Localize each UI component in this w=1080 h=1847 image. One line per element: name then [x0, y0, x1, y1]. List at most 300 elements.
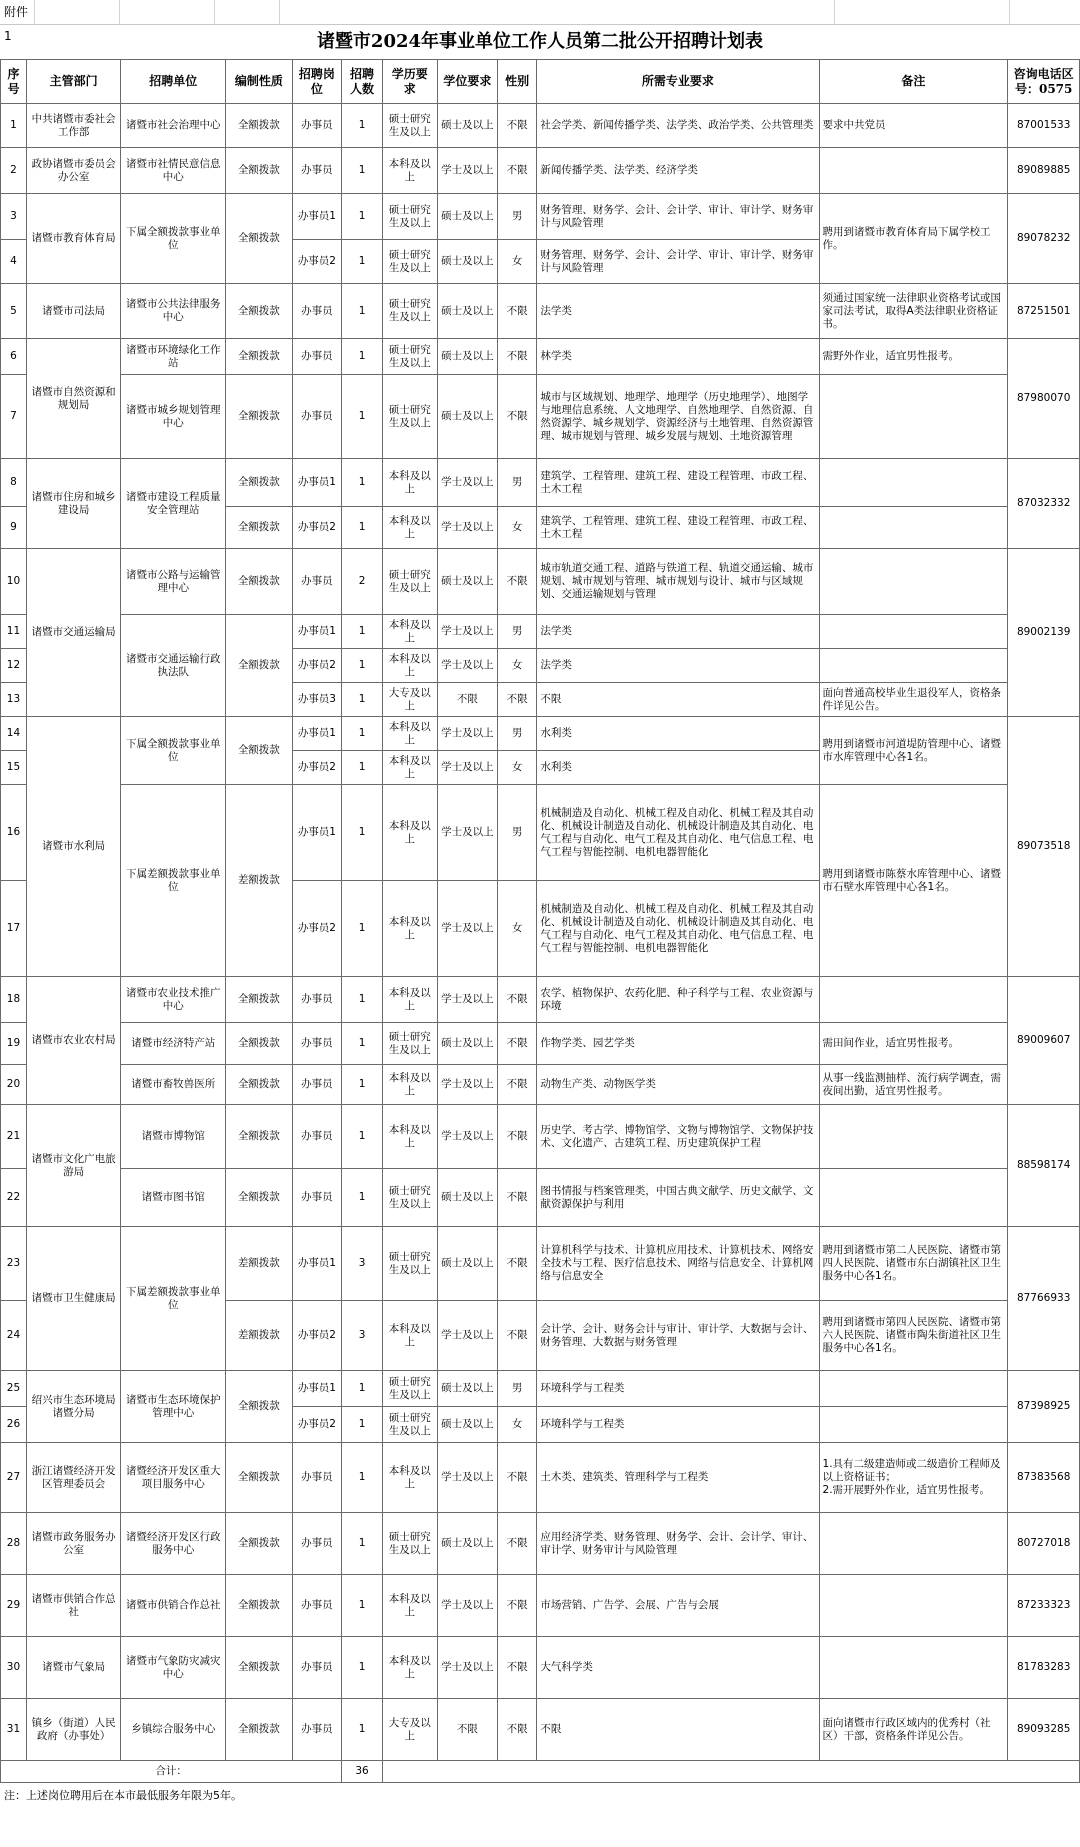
cell-phone: 89089885	[1008, 148, 1080, 194]
empty-cell	[215, 0, 280, 24]
cell-num: 1	[342, 1575, 382, 1637]
cell-no: 8	[1, 459, 27, 507]
cell-degree: 学士及以上	[437, 615, 497, 649]
cell-nature: 差额拨款	[226, 1301, 292, 1371]
cell-gender: 不限	[497, 148, 536, 194]
cell-nature: 全额拨款	[226, 1699, 292, 1761]
cell-post: 办事员	[292, 284, 342, 339]
cell-gender: 不限	[497, 1513, 536, 1575]
cell-num: 1	[342, 104, 382, 148]
cell-edu: 本科及以上	[382, 1105, 437, 1169]
cell-nature: 全额拨款	[226, 104, 292, 148]
cell-unit: 下属全额拨款事业单位	[121, 194, 226, 284]
cell-post: 办事员2	[292, 507, 342, 549]
cell-post: 办事员	[292, 1169, 342, 1227]
cell-gender: 不限	[497, 1699, 536, 1761]
cell-edu: 硕士研究生及以上	[382, 1513, 437, 1575]
cell-num: 1	[342, 194, 382, 240]
cell-no: 2	[1, 148, 27, 194]
cell-nature: 全额拨款	[226, 375, 292, 459]
cell-degree: 学士及以上	[437, 507, 497, 549]
cell-post: 办事员3	[292, 683, 342, 717]
cell-degree: 硕士及以上	[437, 1371, 497, 1407]
cell-unit: 诸暨市公共法律服务中心	[121, 284, 226, 339]
cell-no: 30	[1, 1637, 27, 1699]
cell-unit: 诸暨市交通运输行政执法队	[121, 615, 226, 717]
cell-edu: 大专及以上	[382, 1699, 437, 1761]
cell-nature: 全额拨款	[226, 1443, 292, 1513]
cell-post: 办事员2	[292, 649, 342, 683]
cell-phone: 87766933	[1008, 1227, 1080, 1371]
cell-gender: 不限	[497, 375, 536, 459]
cell-edu: 本科及以上	[382, 1637, 437, 1699]
cell-gender: 不限	[497, 1301, 536, 1371]
cell-edu: 本科及以上	[382, 507, 437, 549]
cell-unit: 诸暨市气象防灾减灾中心	[121, 1637, 226, 1699]
cell-nature: 全额拨款	[226, 459, 292, 507]
cell-gender: 不限	[497, 1169, 536, 1227]
cell-num: 1	[342, 785, 382, 881]
col-header-remark: 备注	[819, 60, 1008, 104]
cell-unit: 诸暨市社情民意信息中心	[121, 148, 226, 194]
annex-label: 附件1	[0, 0, 35, 24]
cell-remark	[819, 1575, 1008, 1637]
cell-major: 环境科学与工程类	[537, 1371, 819, 1407]
cell-no: 14	[1, 717, 27, 751]
cell-post: 办事员1	[292, 1227, 342, 1301]
cell-edu: 本科及以上	[382, 751, 437, 785]
cell-dept: 诸暨市教育体育局	[26, 194, 120, 284]
cell-post: 办事员	[292, 549, 342, 615]
cell-major: 机械制造及自动化、机械工程及自动化、机械工程及其自动化、机械设计制造及自动化、机械设计制造及其自动化、电气工程与自动化、电气工程及其自动化、电气信息工程、电气工程与智能控制、电机电器智能化	[537, 785, 819, 881]
cell-degree: 学士及以上	[437, 977, 497, 1023]
total-value: 36	[342, 1761, 382, 1783]
cell-unit: 诸暨市供销合作总社	[121, 1575, 226, 1637]
cell-remark	[819, 1637, 1008, 1699]
cell-unit: 下属差额拨款事业单位	[121, 1227, 226, 1371]
cell-gender: 不限	[497, 1575, 536, 1637]
cell-post: 办事员2	[292, 1301, 342, 1371]
cell-no: 20	[1, 1065, 27, 1105]
cell-post: 办事员2	[292, 751, 342, 785]
cell-num: 1	[342, 1699, 382, 1761]
cell-edu: 本科及以上	[382, 148, 437, 194]
cell-gender: 男	[497, 717, 536, 751]
table-row	[1, 1513, 1080, 1575]
cell-gender: 不限	[497, 1065, 536, 1105]
col-header-edu: 学历要求	[382, 60, 437, 104]
cell-no: 22	[1, 1169, 27, 1227]
cell-degree: 硕士及以上	[437, 194, 497, 240]
cell-unit: 诸暨市经济特产站	[121, 1023, 226, 1065]
cell-degree: 学士及以上	[437, 148, 497, 194]
cell-gender: 不限	[497, 1023, 536, 1065]
cell-degree: 学士及以上	[437, 1637, 497, 1699]
cell-degree: 学士及以上	[437, 751, 497, 785]
cell-post: 办事员1	[292, 194, 342, 240]
cell-num: 3	[342, 1301, 382, 1371]
col-header-gender: 性别	[497, 60, 536, 104]
cell-nature: 全额拨款	[226, 977, 292, 1023]
cell-num: 1	[342, 339, 382, 375]
cell-nature: 全额拨款	[226, 284, 292, 339]
total-label: 合计：	[1, 1761, 342, 1783]
cell-unit: 诸暨市农业技术推广中心	[121, 977, 226, 1023]
cell-no: 10	[1, 549, 27, 615]
cell-edu: 硕士研究生及以上	[382, 1227, 437, 1301]
cell-degree: 硕士及以上	[437, 339, 497, 375]
cell-num: 2	[342, 549, 382, 615]
cell-edu: 本科及以上	[382, 1575, 437, 1637]
cell-edu: 硕士研究生及以上	[382, 1023, 437, 1065]
table-row	[1, 717, 1080, 751]
cell-remark: 须通过国家统一法律职业资格考试或国家司法考试，取得A类法律职业资格证书。	[819, 284, 1008, 339]
cell-gender: 女	[497, 1407, 536, 1443]
cell-no: 13	[1, 683, 27, 717]
cell-post: 办事员	[292, 1575, 342, 1637]
cell-phone: 87251501	[1008, 284, 1080, 339]
cell-num: 1	[342, 1371, 382, 1407]
cell-major: 历史学、考古学、博物馆学、文物与博物馆学、文物保护技术、文化遗产、古建筑工程、历史建筑保护工程	[537, 1105, 819, 1169]
cell-major: 法学类	[537, 615, 819, 649]
cell-major: 不限	[537, 1699, 819, 1761]
cell-gender: 女	[497, 240, 536, 284]
cell-dept: 诸暨市政务服务办公室	[26, 1513, 120, 1575]
cell-nature: 全额拨款	[226, 1023, 292, 1065]
table-row	[1, 1065, 1080, 1105]
cell-dept: 诸暨市住房和城乡建设局	[26, 459, 120, 549]
table-row	[1, 1023, 1080, 1065]
cell-gender: 不限	[497, 1227, 536, 1301]
table-row	[1, 104, 1080, 148]
cell-gender: 男	[497, 194, 536, 240]
table-row	[1, 148, 1080, 194]
cell-edu: 硕士研究生及以上	[382, 194, 437, 240]
cell-major: 不限	[537, 683, 819, 717]
cell-post: 办事员1	[292, 785, 342, 881]
table-row	[1, 1699, 1080, 1761]
cell-remark: 聘用到诸暨市教育体育局下属学校工作。	[819, 194, 1008, 284]
cell-gender: 不限	[497, 683, 536, 717]
cell-major: 会计学、会计、财务会计与审计、审计学、大数据与会计、财务管理、大数据与财务管理	[537, 1301, 819, 1371]
cell-dept: 诸暨市交通运输局	[26, 549, 120, 717]
cell-remark	[819, 977, 1008, 1023]
table-row	[1, 375, 1080, 459]
cell-phone: 89073518	[1008, 717, 1080, 977]
cell-gender: 不限	[497, 284, 536, 339]
col-header-dept: 主管部门	[26, 60, 120, 104]
recruitment-plan-table	[0, 59, 1080, 1783]
table-row	[1, 1637, 1080, 1699]
cell-post: 办事员1	[292, 615, 342, 649]
cell-no: 19	[1, 1023, 27, 1065]
cell-dept: 诸暨市卫生健康局	[26, 1227, 120, 1371]
cell-remark: 面向普通高校毕业生退役军人，资格条件详见公告。	[819, 683, 1008, 717]
cell-no: 3	[1, 194, 27, 240]
cell-dept: 浙江诸暨经济开发区管理委员会	[26, 1443, 120, 1513]
col-header-num: 招聘人数	[342, 60, 382, 104]
col-header-post: 招聘岗位	[292, 60, 342, 104]
cell-num: 1	[342, 1443, 382, 1513]
cell-gender: 女	[497, 881, 536, 977]
cell-unit: 诸暨市生态环境保护管理中心	[121, 1371, 226, 1443]
cell-edu: 本科及以上	[382, 615, 437, 649]
cell-remark: 聘用到诸暨市河道堤防管理中心、诸暨市水库管理中心各1名。	[819, 717, 1008, 785]
cell-remark: 需田间作业，适宜男性报考。	[819, 1023, 1008, 1065]
cell-no: 21	[1, 1105, 27, 1169]
cell-edu: 本科及以上	[382, 1065, 437, 1105]
cell-degree: 硕士及以上	[437, 1169, 497, 1227]
cell-remark	[819, 1407, 1008, 1443]
cell-post: 办事员	[292, 1637, 342, 1699]
table-row	[1, 1575, 1080, 1637]
cell-edu: 硕士研究生及以上	[382, 1169, 437, 1227]
cell-degree: 硕士及以上	[437, 375, 497, 459]
cell-remark	[819, 1169, 1008, 1227]
table-row	[1, 977, 1080, 1023]
cell-major: 财务管理、财务学、会计、会计学、审计、审计学、财务审计与风险管理	[537, 240, 819, 284]
table-row	[1, 339, 1080, 375]
cell-edu: 本科及以上	[382, 785, 437, 881]
cell-num: 1	[342, 751, 382, 785]
cell-num: 1	[342, 1169, 382, 1227]
cell-no: 26	[1, 1407, 27, 1443]
cell-phone: 89009607	[1008, 977, 1080, 1105]
cell-unit: 诸暨经济开发区行政服务中心	[121, 1513, 226, 1575]
cell-nature: 全额拨款	[226, 1513, 292, 1575]
cell-major: 法学类	[537, 649, 819, 683]
cell-gender: 不限	[497, 1637, 536, 1699]
cell-major: 应用经济学类、财务管理、财务学、会计、会计学、审计、审计学、财务审计与风险管理	[537, 1513, 819, 1575]
cell-nature: 全额拨款	[226, 1065, 292, 1105]
cell-num: 1	[342, 1407, 382, 1443]
cell-dept: 诸暨市自然资源和规划局	[26, 339, 120, 459]
cell-degree: 硕士及以上	[437, 1513, 497, 1575]
cell-gender: 不限	[497, 549, 536, 615]
cell-post: 办事员	[292, 339, 342, 375]
cell-num: 3	[342, 1227, 382, 1301]
cell-nature: 全额拨款	[226, 339, 292, 375]
cell-nature: 全额拨款	[226, 615, 292, 717]
cell-dept: 诸暨市文化广电旅游局	[26, 1105, 120, 1227]
cell-major: 作物学类、园艺学类	[537, 1023, 819, 1065]
cell-major: 机械制造及自动化、机械工程及自动化、机械工程及其自动化、机械设计制造及自动化、机械设计制造及其自动化、电气工程与自动化、电气工程及其自动化、电气信息工程、电气工程与智能控制、电机电器智能化	[537, 881, 819, 977]
cell-major: 农学、植物保护、农药化肥、种子科学与工程、农业资源与环境	[537, 977, 819, 1023]
cell-remark: 面向诸暨市行政区域内的优秀村（社区）干部，资格条件详见公告。	[819, 1699, 1008, 1761]
cell-remark	[819, 1371, 1008, 1407]
cell-no: 24	[1, 1301, 27, 1371]
empty-cell	[835, 0, 1010, 24]
cell-no: 29	[1, 1575, 27, 1637]
cell-remark: 聘用到诸暨市陈蔡水库管理中心、诸暨市石壁水库管理中心各1名。	[819, 785, 1008, 977]
cell-phone: 81783283	[1008, 1637, 1080, 1699]
cell-degree: 硕士及以上	[437, 1023, 497, 1065]
cell-remark	[819, 375, 1008, 459]
cell-num: 1	[342, 284, 382, 339]
cell-nature: 全额拨款	[226, 1371, 292, 1443]
cell-unit: 诸暨市环境绿化工作站	[121, 339, 226, 375]
cell-remark: 从事一线监测抽样、流行病学调查，需夜间出勤，适宜男性报考。	[819, 1065, 1008, 1105]
cell-nature: 全额拨款	[226, 1575, 292, 1637]
table-row	[1, 1443, 1080, 1513]
cell-post: 办事员	[292, 375, 342, 459]
cell-gender: 女	[497, 507, 536, 549]
cell-post: 办事员	[292, 148, 342, 194]
table-row	[1, 194, 1080, 240]
footnote: 注：上述岗位聘用后在本市最低服务年限为5年。	[4, 1789, 242, 1802]
cell-no: 6	[1, 339, 27, 375]
cell-remark	[819, 615, 1008, 649]
cell-gender: 不限	[497, 339, 536, 375]
cell-major: 社会学类、新闻传播学类、法学类、政治学类、公共管理类	[537, 104, 819, 148]
cell-dept: 政协诸暨市委员会办公室	[26, 148, 120, 194]
cell-nature: 全额拨款	[226, 194, 292, 284]
empty-cell	[35, 0, 120, 24]
empty-cell	[560, 0, 835, 24]
cell-unit: 诸暨市公路与运输管理中心	[121, 549, 226, 615]
cell-gender: 不限	[497, 1105, 536, 1169]
cell-edu: 硕士研究生及以上	[382, 240, 437, 284]
cell-major: 建筑学、工程管理、建筑工程、建设工程管理、市政工程、土木工程	[537, 459, 819, 507]
cell-degree: 硕士及以上	[437, 1407, 497, 1443]
cell-dept: 诸暨市气象局	[26, 1637, 120, 1699]
cell-post: 办事员	[292, 104, 342, 148]
cell-no: 12	[1, 649, 27, 683]
cell-edu: 本科及以上	[382, 717, 437, 751]
table-row	[1, 284, 1080, 339]
cell-num: 1	[342, 1637, 382, 1699]
cell-edu: 硕士研究生及以上	[382, 284, 437, 339]
cell-gender: 女	[497, 649, 536, 683]
cell-no: 15	[1, 751, 27, 785]
cell-degree: 学士及以上	[437, 785, 497, 881]
cell-no: 18	[1, 977, 27, 1023]
cell-major: 计算机科学与技术、计算机应用技术、计算机技术、网络安全技术与工程、医疗信息技术、网络与信息安全、计算机网络与信息安全	[537, 1227, 819, 1301]
cell-remark	[819, 1513, 1008, 1575]
table-row	[1, 1169, 1080, 1227]
cell-num: 1	[342, 881, 382, 977]
col-header-no: 序号	[1, 60, 27, 104]
header-row	[1, 60, 1080, 104]
cell-edu: 本科及以上	[382, 977, 437, 1023]
cell-no: 11	[1, 615, 27, 649]
cell-post: 办事员1	[292, 459, 342, 507]
cell-no: 5	[1, 284, 27, 339]
cell-dept: 诸暨市供销合作总社	[26, 1575, 120, 1637]
cell-num: 1	[342, 1023, 382, 1065]
cell-remark: 聘用到诸暨市第四人民医院、诸暨市第六人民医院、诸暨市陶朱街道社区卫生服务中心各1名。	[819, 1301, 1008, 1371]
cell-degree: 学士及以上	[437, 649, 497, 683]
cell-unit: 下属全额拨款事业单位	[121, 717, 226, 785]
cell-phone: 88598174	[1008, 1105, 1080, 1227]
cell-unit: 下属差额拨款事业单位	[121, 785, 226, 977]
table-row	[1, 615, 1080, 649]
cell-nature: 全额拨款	[226, 1105, 292, 1169]
cell-num: 1	[342, 1513, 382, 1575]
cell-major: 图书情报与档案管理类，中国古典文献学、历史文献学、文献资源保护与利用	[537, 1169, 819, 1227]
cell-dept: 诸暨市水利局	[26, 717, 120, 977]
cell-degree: 硕士及以上	[437, 240, 497, 284]
cell-degree: 学士及以上	[437, 1301, 497, 1371]
cell-post: 办事员	[292, 1443, 342, 1513]
cell-nature: 全额拨款	[226, 549, 292, 615]
col-header-phone: 咨询电话区号：0575	[1008, 60, 1080, 104]
cell-degree: 学士及以上	[437, 459, 497, 507]
cell-unit: 诸暨经济开发区重大项目服务中心	[121, 1443, 226, 1513]
cell-post: 办事员	[292, 977, 342, 1023]
cell-nature: 差额拨款	[226, 785, 292, 977]
cell-remark	[819, 549, 1008, 615]
cell-remark	[819, 507, 1008, 549]
cell-dept: 诸暨市农业农村局	[26, 977, 120, 1105]
cell-unit: 诸暨市博物馆	[121, 1105, 226, 1169]
cell-degree: 学士及以上	[437, 1105, 497, 1169]
cell-phone: 87233323	[1008, 1575, 1080, 1637]
cell-phone: 89093285	[1008, 1699, 1080, 1761]
cell-gender: 男	[497, 615, 536, 649]
cell-num: 1	[342, 507, 382, 549]
cell-post: 办事员	[292, 1699, 342, 1761]
cell-edu: 本科及以上	[382, 1443, 437, 1513]
cell-num: 1	[342, 717, 382, 751]
cell-post: 办事员1	[292, 1371, 342, 1407]
col-header-unit: 招聘单位	[121, 60, 226, 104]
cell-degree: 不限	[437, 683, 497, 717]
cell-nature: 全额拨款	[226, 1637, 292, 1699]
cell-gender: 男	[497, 785, 536, 881]
cell-unit: 诸暨市建设工程质量安全管理站	[121, 459, 226, 549]
cell-nature: 全额拨款	[226, 1169, 292, 1227]
table-row	[1, 1371, 1080, 1407]
cell-num: 1	[342, 240, 382, 284]
cell-edu: 硕士研究生及以上	[382, 1371, 437, 1407]
cell-phone: 87398925	[1008, 1371, 1080, 1443]
cell-major: 水利类	[537, 717, 819, 751]
cell-remark: 需野外作业，适宜男性报考。	[819, 339, 1008, 375]
cell-post: 办事员2	[292, 240, 342, 284]
cell-remark: 要求中共党员	[819, 104, 1008, 148]
cell-post: 办事员2	[292, 881, 342, 977]
empty-cell	[120, 0, 215, 24]
cell-phone: 80727018	[1008, 1513, 1080, 1575]
cell-no: 23	[1, 1227, 27, 1301]
cell-major: 城市轨道交通工程、道路与铁道工程、轨道交通运输、城市规划、城市规划与管理、城市规划与设计、城市与区域规划、交通运输规划与管理	[537, 549, 819, 615]
cell-no: 31	[1, 1699, 27, 1761]
cell-no: 1	[1, 104, 27, 148]
cell-no: 28	[1, 1513, 27, 1575]
cell-major: 环境科学与工程类	[537, 1407, 819, 1443]
cell-dept: 中共诸暨市委社会工作部	[26, 104, 120, 148]
cell-unit: 诸暨市畜牧兽医所	[121, 1065, 226, 1105]
cell-edu: 硕士研究生及以上	[382, 339, 437, 375]
col-header-degree: 学位要求	[437, 60, 497, 104]
cell-nature: 全额拨款	[226, 507, 292, 549]
cell-major: 林学类	[537, 339, 819, 375]
cell-post: 办事员1	[292, 717, 342, 751]
cell-unit: 乡镇综合服务中心	[121, 1699, 226, 1761]
cell-remark	[819, 148, 1008, 194]
col-header-nature: 编制性质	[226, 60, 292, 104]
cell-major: 市场营销、广告学、会展、广告与会展	[537, 1575, 819, 1637]
cell-gender: 女	[497, 751, 536, 785]
table-row	[1, 459, 1080, 507]
cell-remark	[819, 459, 1008, 507]
cell-unit: 诸暨市社会治理中心	[121, 104, 226, 148]
total-row	[1, 1761, 1080, 1783]
cell-no: 27	[1, 1443, 27, 1513]
cell-major: 城市与区域规划、地理学、地理学（历史地理学）、地图学与地理信息系统、人文地理学、自然地理学、自然资源、自然资源学、城乡规划学、资源经济与土地管理、自然资源管理、城市规划与管理、城乡发展与规划、土地资源管理	[537, 375, 819, 459]
cell-edu: 硕士研究生及以上	[382, 104, 437, 148]
